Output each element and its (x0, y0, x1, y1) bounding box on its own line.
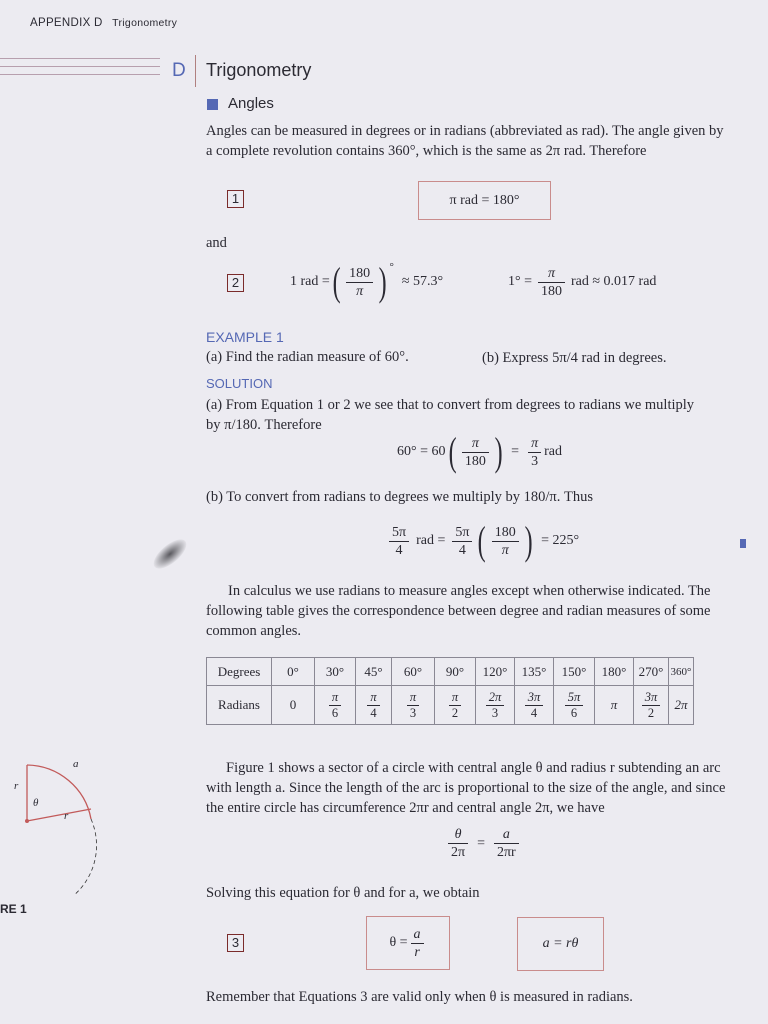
running-header (30, 17, 177, 29)
radian-numerator: 3π (642, 690, 661, 706)
sa-lhs: 60° = 60 (397, 444, 446, 459)
radian-denominator: 4 (530, 705, 538, 720)
eq2-rhs2: rad ≈ 0.017 rad (571, 274, 657, 289)
sa-rfrac-num: π (528, 435, 541, 453)
figure-label-r2: r (64, 810, 69, 822)
degrees-row (207, 658, 694, 686)
radian-denominator: 2 (647, 705, 655, 720)
degree-cell: 360° (669, 658, 694, 686)
end-of-solution-square-icon (740, 539, 746, 548)
sa-frac-den: 180 (464, 453, 486, 469)
intro-line-1: Angles can be measured in degrees or in radians (abbreviated as rad). The angle given by (206, 123, 724, 139)
radian-cell (356, 686, 392, 725)
prop-eq: = (477, 835, 485, 851)
sb-frac1-num: 5π (389, 524, 409, 542)
radian-numerator: 5π (565, 690, 584, 706)
sb-frac-2 (452, 524, 472, 559)
solution-b-text: (b) To convert from radians to degrees we multiply by 180/π. Thus (206, 489, 593, 505)
left-paren: ( (332, 259, 341, 304)
figure-caption: RE 1 (0, 902, 27, 916)
eq2-lhs2: 1° = (508, 274, 532, 289)
section-divider (195, 55, 196, 87)
solution-b-equation (386, 518, 579, 564)
right-paren: ) (494, 429, 503, 474)
radian-denominator: 6 (331, 705, 339, 720)
sa-eq: = (511, 444, 520, 459)
radian-numerator: π (407, 690, 419, 706)
para3-line-2: with length a. Since the length of the arc is proportional to the size of the angle, and since (206, 780, 726, 796)
radian-cell (315, 686, 356, 725)
para2-line-2: following table gives the correspondence between degree and radian measures of some (206, 603, 711, 619)
subsection-title: Angles (228, 95, 274, 112)
radian-fraction (525, 690, 544, 721)
degree-cell: 150° (554, 658, 595, 686)
degree-cell: 90° (435, 658, 476, 686)
sb-result: = 225° (541, 533, 580, 548)
figure-label-a: a (73, 758, 79, 770)
page-smudge (149, 534, 191, 574)
degree-cell: 0° (272, 658, 315, 686)
table-intro-paragraph (206, 581, 711, 641)
prop-d1: 2π (451, 845, 466, 860)
radian-denominator: 3 (409, 705, 417, 720)
equation-3a-box (366, 916, 450, 970)
para2-line-1: In calculus we use radians to measure angles except when otherwise indicated. The (228, 583, 711, 599)
radian-denominator: 6 (570, 705, 578, 720)
equation-1-text: π rad = 180° (449, 192, 520, 208)
radian-cell (595, 686, 634, 725)
eq2-degree-sup: ° (389, 261, 394, 273)
section-title: Trigonometry (206, 60, 312, 80)
radian-cell (392, 686, 435, 725)
section-letter: D (172, 60, 186, 81)
intro-paragraph (206, 121, 756, 161)
left-paren: ( (448, 429, 457, 474)
sb-rad: rad = (416, 533, 446, 548)
conversion-table (206, 657, 694, 725)
degrees-header: Degrees (207, 658, 272, 686)
radian-cell (634, 686, 669, 725)
proportion-equation (445, 826, 522, 861)
equation-2-left (290, 257, 443, 307)
radian-cell (476, 686, 515, 725)
radian-fraction (565, 690, 584, 721)
solution-label: SOLUTION (206, 376, 273, 391)
sb-frac-3 (492, 524, 519, 559)
circle-dashed-arc (0, 819, 97, 895)
figure-label-theta: θ (33, 797, 39, 809)
prop-frac-1 (448, 826, 468, 861)
radian-cell (554, 686, 595, 725)
radian-fraction (367, 690, 379, 721)
eq3-right: a = rθ (542, 936, 579, 951)
prop-n1: θ (448, 826, 468, 844)
eq2-lhs: 1 rad = (290, 274, 330, 289)
equation-2-right (508, 257, 656, 307)
radian-cell (669, 686, 694, 725)
degree-cell: 30° (315, 658, 356, 686)
eq2-fraction (346, 265, 373, 300)
sa-frac-num: π (462, 435, 489, 453)
radian-fraction (449, 690, 461, 721)
sector-diagram (0, 755, 110, 895)
radian-numerator: π (449, 690, 461, 706)
prop-frac-2 (494, 826, 519, 861)
example-part-b: (b) Express 5π/4 rad in degrees. (482, 350, 667, 366)
eq3-frac (411, 926, 424, 961)
radian-numerator: 2π (486, 690, 505, 706)
equation-number-2: 2 (227, 274, 244, 292)
para2-line-3: common angles. (206, 623, 302, 639)
radians-row (207, 686, 694, 725)
radian-denominator: 4 (370, 705, 377, 720)
figure-paragraph (206, 758, 725, 818)
sa-rfrac-den: 3 (531, 453, 539, 469)
figure-label-r1: r (14, 780, 19, 792)
radian-numerator: π (329, 690, 341, 706)
sb-frac2-num: 5π (452, 524, 472, 542)
center-dot (25, 819, 29, 823)
radian-cell (272, 686, 315, 725)
degree-cell: 60° (392, 658, 435, 686)
prop-d2: 2πr (496, 845, 516, 860)
sa-frac-2 (528, 435, 541, 470)
subsection-square-icon (207, 99, 218, 110)
and-text: and (206, 235, 227, 251)
para3-line-1: Figure 1 shows a sector of a circle with central angle θ and radius r subtending an arc (226, 760, 721, 776)
section-rules (0, 58, 160, 75)
radian-cell (435, 686, 476, 725)
sa-rad: rad (544, 444, 562, 459)
radian-fraction (486, 690, 505, 721)
degree-cell: 135° (515, 658, 554, 686)
eq2-fraction-2 (538, 265, 565, 300)
sb-frac-1 (389, 524, 409, 559)
degree-cell: 45° (356, 658, 392, 686)
radian-value: 0 (289, 697, 297, 712)
eq2-frac2-den: 180 (541, 283, 562, 299)
solution-a-line-2: by π/180. Therefore (206, 417, 322, 433)
eq3-n: a (411, 926, 424, 944)
radians-header: Radians (207, 686, 272, 725)
header-title: Trigonometry (112, 17, 178, 29)
sa-frac (462, 435, 489, 470)
solving-text: Solving this equation for θ and for a, we obtain (206, 885, 480, 901)
radian-fraction (642, 690, 661, 721)
sb-frac3-den: π (501, 542, 509, 558)
radian-numerator: 3π (525, 690, 544, 706)
closing-text: Remember that Equations 3 are valid only when θ is measured in radians. (206, 989, 633, 1005)
equation-1-box (418, 181, 551, 220)
appendix-label: APPENDIX D (30, 17, 103, 29)
eq2-frac-num: 180 (346, 265, 373, 283)
eq3-lhs: θ = (389, 935, 408, 950)
radian-value: 2π (674, 697, 688, 712)
equation-3b-box (517, 917, 604, 971)
example-part-a: (a) Find the radian measure of 60°. (206, 349, 409, 365)
eq3-d: r (414, 944, 420, 960)
example-label: EXAMPLE 1 (206, 329, 284, 345)
sb-frac2-den: 4 (458, 542, 466, 558)
radian-value: π (610, 697, 618, 712)
eq2-approx: ≈ 57.3° (401, 274, 444, 289)
para3-line-3: the entire circle has circumference 2πr and central angle 2π, we have (206, 800, 605, 816)
radian-denominator: 2 (451, 705, 459, 720)
right-paren: ) (378, 259, 387, 304)
degree-cell: 120° (476, 658, 515, 686)
eq2-frac2-num: π (538, 265, 565, 283)
prop-n2: a (494, 826, 519, 844)
conversion-table-wrap (206, 657, 694, 725)
sb-frac1-den: 4 (395, 542, 403, 558)
radian-fraction (407, 690, 419, 721)
figure-1 (0, 755, 110, 895)
solution-a-equation (397, 429, 562, 475)
radius-line-slant (27, 809, 91, 821)
equation-number-1: 1 (227, 190, 244, 208)
left-paren: ( (478, 518, 487, 563)
sb-frac3-num: 180 (492, 524, 519, 542)
degree-cell: 180° (595, 658, 634, 686)
radian-denominator: 3 (491, 705, 499, 720)
right-paren: ) (524, 518, 533, 563)
degree-cell: 270° (634, 658, 669, 686)
solution-a-line-1: (a) From Equation 1 or 2 we see that to convert from degrees to radians we multiply (206, 397, 695, 413)
eq2-frac-den: π (356, 283, 364, 299)
equation-number-3: 3 (227, 934, 244, 952)
radian-numerator: π (367, 690, 379, 706)
radian-cell (515, 686, 554, 725)
intro-line-2: a complete revolution contains 360°, which is the same as 2π rad. Therefore (206, 143, 647, 159)
radian-fraction (329, 690, 341, 721)
